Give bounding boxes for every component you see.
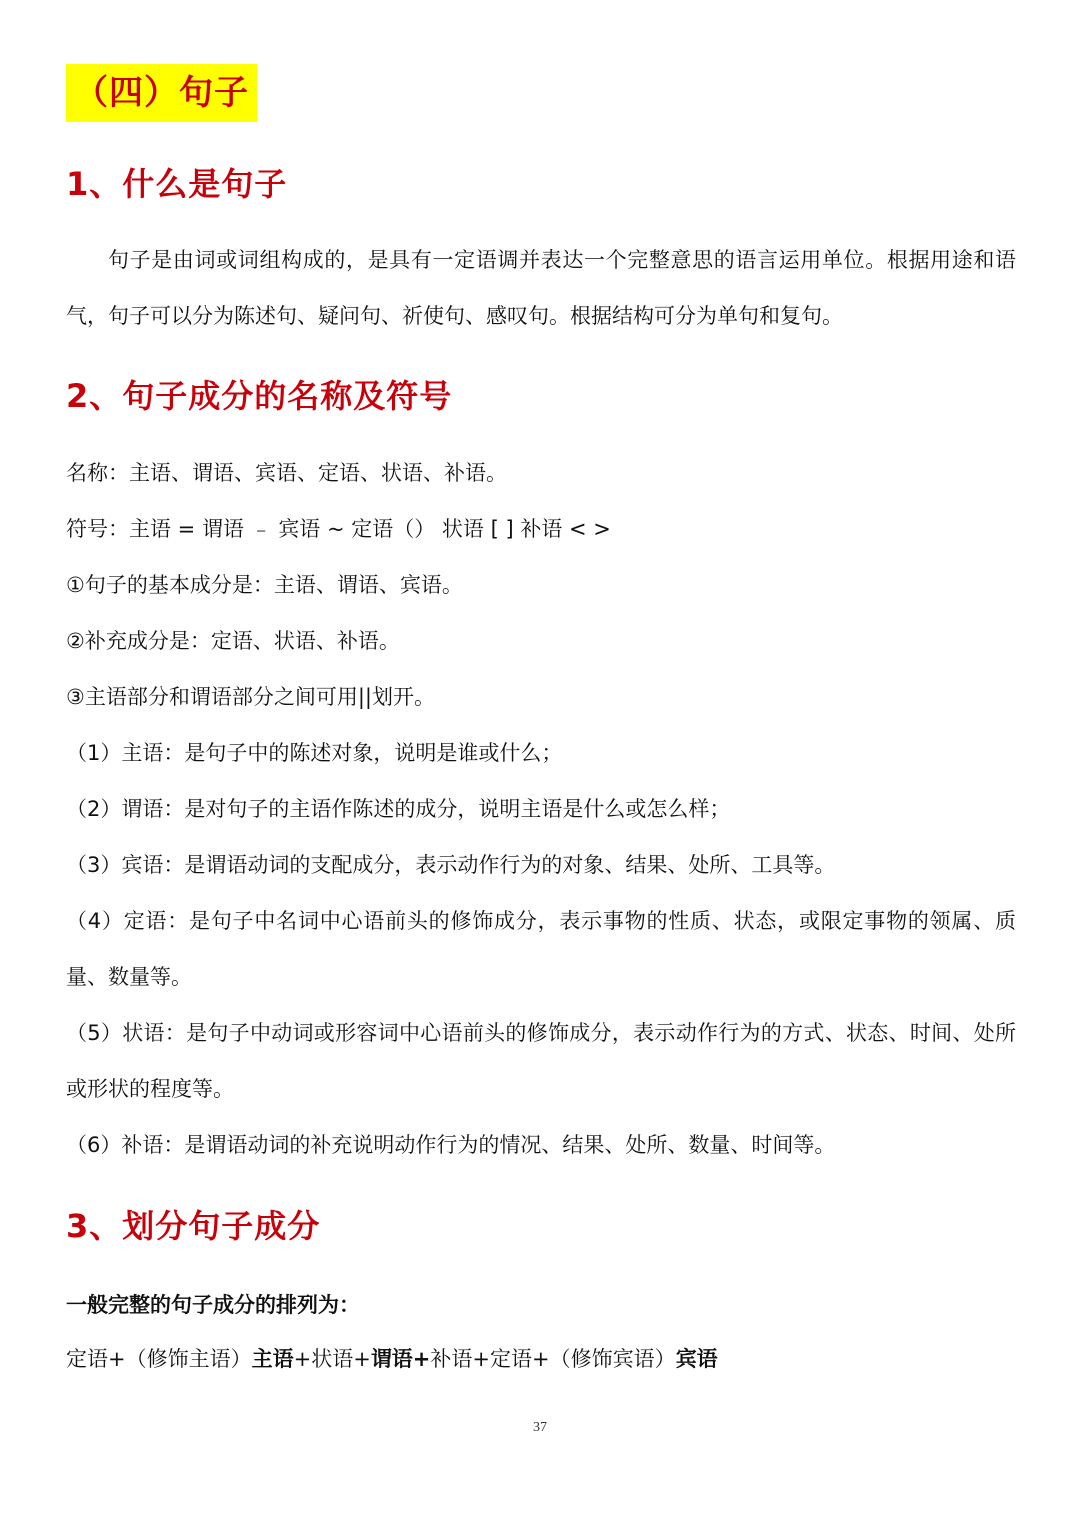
formula-part-1: 定语+（修饰主语） bbox=[66, 1347, 252, 1371]
component-symbols: 符号：主语 = 谓语 ﹣ 宾语 ~ 定语（） 状语 [ ] 补语 < > bbox=[66, 517, 611, 541]
formula-part-2: +状语+ bbox=[293, 1347, 371, 1371]
subject-predicate-divider-point: ③主语部分和谓语部分之间可用||划开。 bbox=[66, 685, 435, 709]
formula-object: 宾语 bbox=[675, 1347, 718, 1371]
section-3-title: 3、划分句子成分 bbox=[66, 1207, 321, 1245]
component-names: 名称：主语、谓语、宾语、定语、状语、补语。 bbox=[66, 461, 507, 485]
supplementary-components-point: ②补充成分是：定语、状语、补语。 bbox=[66, 629, 400, 653]
formula-subject: 主语 bbox=[251, 1347, 294, 1371]
definition-attributive: （4）定语：是句子中名词中心语前头的修饰成分，表示事物的性质、状态，或限定事物的领属、质量、数量等。 bbox=[66, 909, 1016, 989]
chapter-title: （四）句子 bbox=[66, 64, 257, 122]
section-1-paragraph: 句子是由词或词组构成的，是具有一定语调并表达一个完整意思的语言运用单位。根据用途和语气，句子可以分为陈述句、疑问句、祈使句、感叹句。根据结构可分为单句和复句。 bbox=[66, 248, 1016, 328]
definition-adverbial: （5）状语：是句子中动词或形容词中心语前头的修饰成分，表示动作行为的方式、状态、时间、处所或形状的程度等。 bbox=[66, 1021, 1016, 1101]
basic-components-point: ①句子的基本成分是：主语、谓语、宾语。 bbox=[66, 573, 463, 597]
definition-complement: （6）补语：是谓语动词的补充说明动作行为的情况、结果、处所、数量、时间等。 bbox=[66, 1133, 836, 1157]
page-number: 37 bbox=[533, 1420, 547, 1435]
definition-subject: （1）主语：是句子中的陈述对象，说明是谁或什么； bbox=[66, 741, 563, 765]
definition-object: （3）宾语：是谓语动词的支配成分，表示动作行为的对象、结果、处所、工具等。 bbox=[66, 853, 836, 877]
arrangement-subheading: 一般完整的句子成分的排列为： bbox=[66, 1293, 360, 1317]
definition-predicate: （2）谓语：是对句子的主语作陈述的成分，说明主语是什么或怎么样； bbox=[66, 797, 731, 821]
component-order-formula bbox=[66, 1344, 1016, 1374]
section-2-title: 2、句子成分的名称及符号 bbox=[66, 377, 453, 415]
formula-part-3: 补语+定语+（修饰宾语） bbox=[430, 1347, 676, 1371]
section-1-title: 1、什么是句子 bbox=[66, 165, 288, 203]
formula-predicate: 谓语+ bbox=[370, 1347, 431, 1371]
